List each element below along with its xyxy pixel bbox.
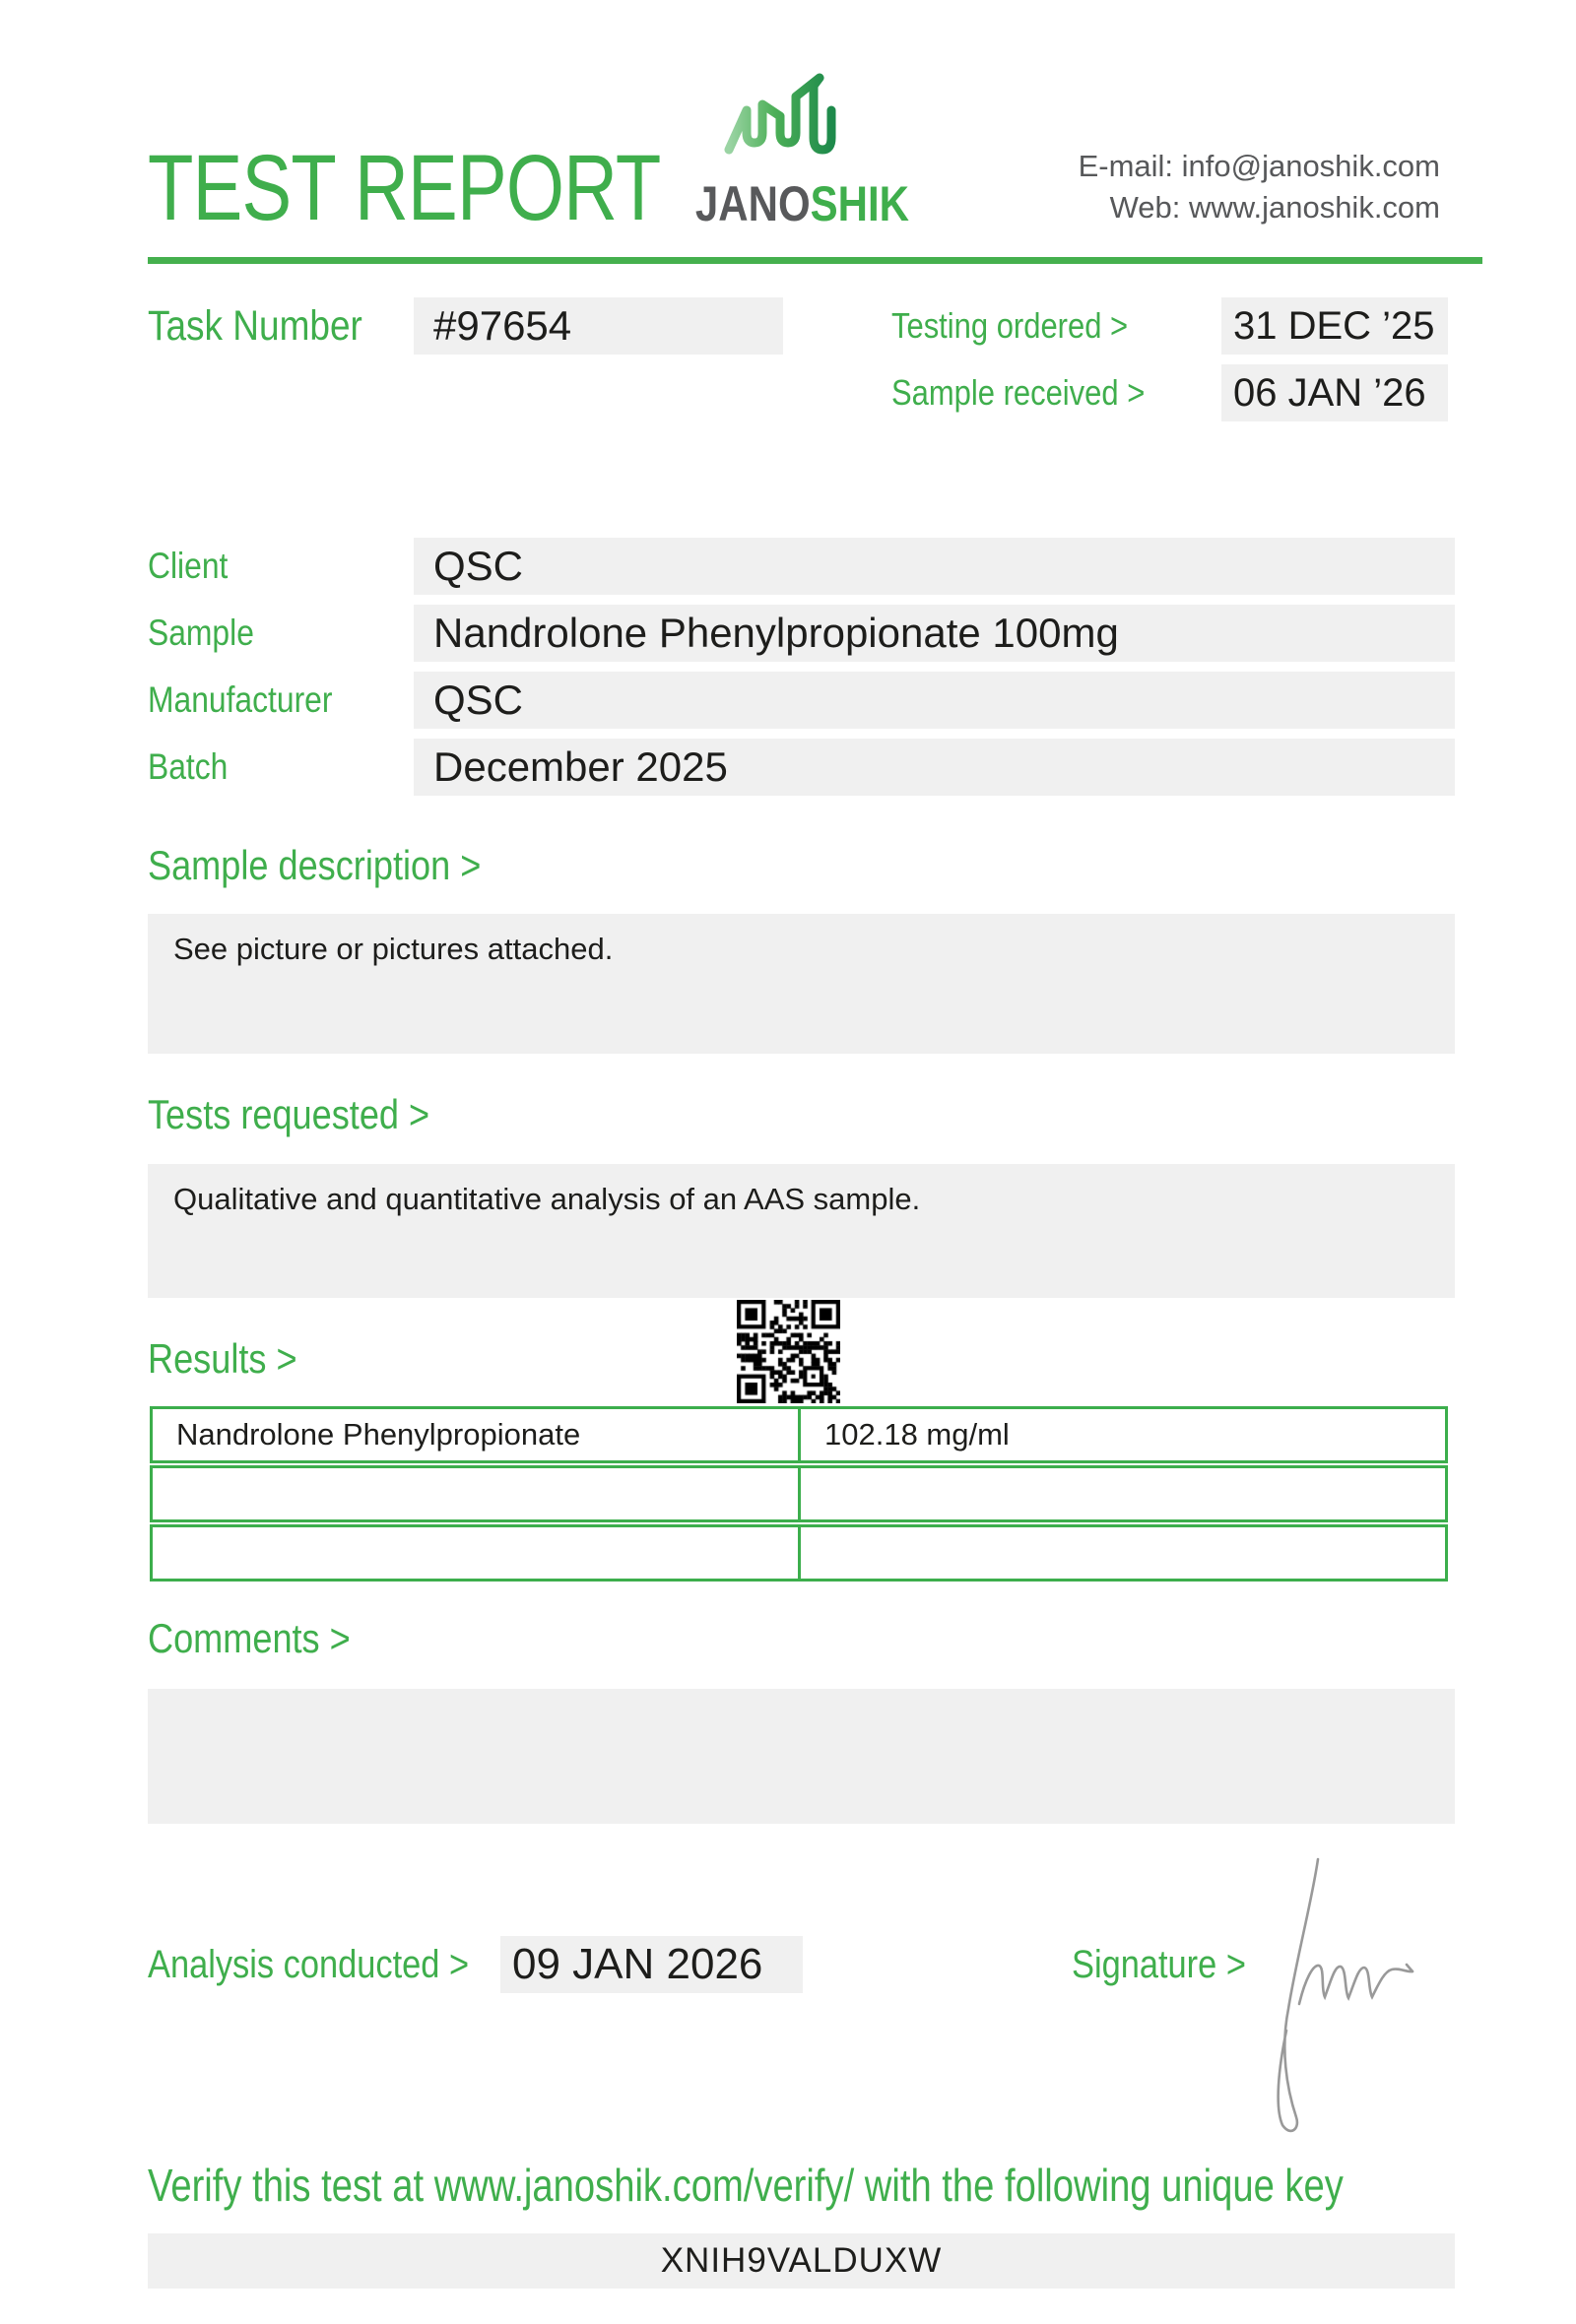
manufacturer-label: Manufacturer	[148, 679, 333, 720]
result-name	[153, 1527, 801, 1579]
analysis-conducted-label: Analysis conducted >	[148, 1943, 470, 1986]
analysis-conducted-field	[500, 1936, 803, 1993]
client-label: Client	[148, 546, 229, 586]
janoshik-wordmark	[694, 175, 909, 232]
testing-ordered-label: Testing ordered >	[891, 305, 1129, 346]
sample-description-text: See picture or pictures attached.	[173, 932, 614, 966]
verify-text: Verify this test at www.janoshik.com/verify/ with the following unique key	[148, 2160, 1344, 2211]
sample-description-heading: Sample description >	[148, 842, 482, 888]
result-name: Nandrolone Phenylpropionate	[153, 1409, 801, 1460]
result-name	[153, 1468, 801, 1519]
header-divider	[148, 257, 1482, 264]
contact-web: Web: www.janoshik.com	[1109, 190, 1440, 225]
results-heading: Results >	[148, 1335, 297, 1382]
testing-ordered-value: 31 DEC ’25	[1233, 304, 1435, 348]
task-number-value: #97654	[433, 302, 572, 349]
sample-received-value: 06 JAN ’26	[1233, 371, 1426, 415]
result-value	[801, 1468, 1445, 1519]
wordmark-shik: SHIK	[810, 176, 909, 231]
tests-requested-heading: Tests requested >	[148, 1091, 430, 1137]
sample-label: Sample	[148, 613, 254, 653]
client-value: QSC	[433, 543, 524, 589]
result-row	[150, 1406, 1448, 1463]
qr-code	[737, 1300, 840, 1403]
batch-field	[414, 739, 1455, 796]
sample-description-box	[148, 914, 1455, 1054]
batch-label: Batch	[148, 746, 229, 787]
batch-value: December 2025	[433, 743, 728, 790]
unique-key-value: XNIH9VALDUXW	[660, 2241, 943, 2280]
task-number-field	[414, 297, 783, 355]
analysis-conducted-value: 09 JAN 2026	[512, 1940, 763, 1988]
comments-text	[148, 1689, 1455, 1705]
task-number-label: Task Number	[148, 302, 362, 350]
result-row	[150, 1524, 1448, 1582]
contact-block	[1079, 146, 1440, 228]
comments-box	[148, 1689, 1455, 1824]
sample-received-field	[1221, 364, 1448, 421]
wordmark-jano: JANO	[694, 176, 811, 231]
result-value	[801, 1527, 1445, 1579]
signature-image	[1263, 1834, 1430, 2139]
signature-label: Signature >	[1072, 1943, 1246, 1986]
testing-ordered-field	[1221, 297, 1448, 355]
sample-field	[414, 605, 1455, 662]
results-table	[150, 1406, 1448, 1583]
janoshik-chart-logo-icon	[722, 73, 838, 167]
client-field	[414, 538, 1455, 595]
tests-requested-text: Qualitative and quantitative analysis of an AAS sample.	[173, 1182, 921, 1216]
manufacturer-field	[414, 672, 1455, 729]
sample-received-label: Sample received >	[891, 372, 1146, 413]
sample-value: Nandrolone Phenylpropionate 100mg	[433, 610, 1119, 656]
unique-key-box	[148, 2233, 1455, 2289]
manufacturer-value: QSC	[433, 677, 524, 723]
tests-requested-box	[148, 1164, 1455, 1298]
comments-heading: Comments >	[148, 1615, 351, 1661]
contact-email: E-mail: info@janoshik.com	[1078, 149, 1440, 183]
page-title: TEST REPORT	[148, 136, 661, 240]
result-value: 102.18 mg/ml	[824, 1417, 1010, 1452]
result-row	[150, 1465, 1448, 1522]
